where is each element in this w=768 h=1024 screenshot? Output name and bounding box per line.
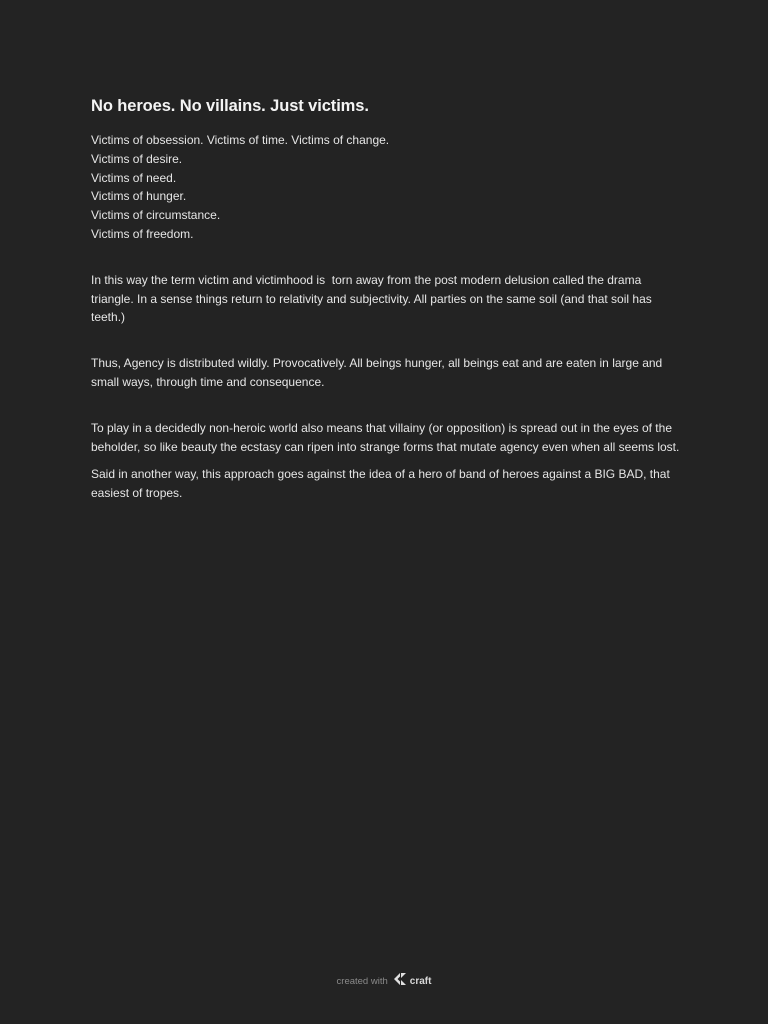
victim-line: Victims of hunger. xyxy=(91,189,187,204)
footer-created-with: created with xyxy=(336,976,388,987)
victim-line: Victims of circumstance. xyxy=(91,208,221,223)
paragraph-non-heroic: To play in a decidedly non-heroic world also means that villainy (or opposition) is spread out in the eyes of the beholder, so like beauty the ecstasy can ripen into strange forms that mutate agency even when all seems lost. xyxy=(91,420,680,454)
victim-line: Victims of freedom. xyxy=(91,226,194,241)
victim-line: Victims of need. xyxy=(91,170,177,185)
page-title: No heroes. No villains. Just victims. xyxy=(91,97,369,115)
victim-lines xyxy=(91,131,681,244)
craft-logo-icon xyxy=(393,972,407,991)
paragraph-drama-triangle: In this way the term victim and victimhood is torn away from the post modern delusion called the drama triangle. In a sense things return to relativity and subjectivity. All parties on the same soil (and that soil has teeth.) xyxy=(91,272,656,325)
footer xyxy=(0,972,768,991)
paragraph-big-bad: Said in another way, this approach goes against the idea of a hero of band of heroes against a BIG BAD, that easiest of tropes. xyxy=(91,467,674,501)
document-body xyxy=(91,94,681,503)
victim-line: Victims of desire. xyxy=(91,151,183,166)
victim-line: Victims of obsession. Victims of time. Victims of change. xyxy=(91,133,390,147)
craft-brand: craft xyxy=(409,976,432,987)
craft-link[interactable] xyxy=(393,972,432,991)
paragraph-agency: Thus, Agency is distributed wildly. Provocatively. All beings hunger, all beings eat and are eaten in large and small ways, through time and consequence. xyxy=(91,356,666,389)
